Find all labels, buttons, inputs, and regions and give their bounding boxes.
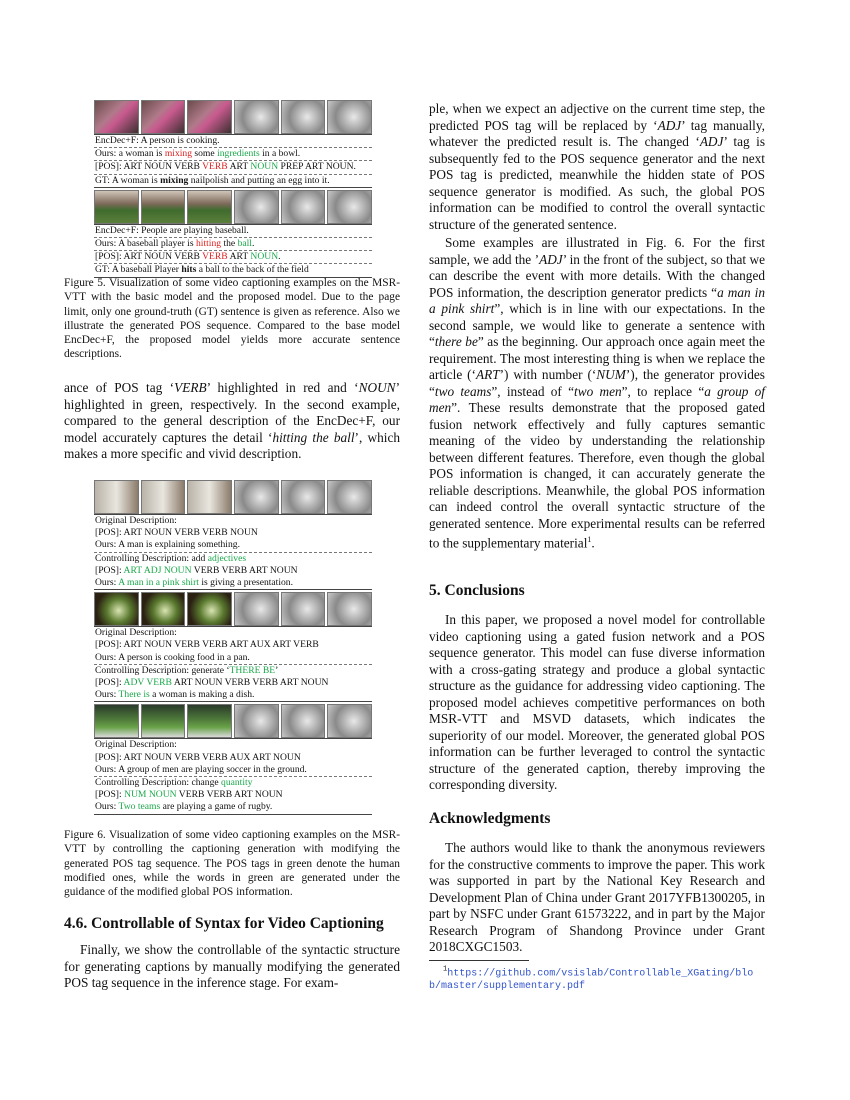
ours-caption: Ours: A man in a pink shirt is giving a presentation. <box>95 577 294 589</box>
pos-caption: [POS]: ART NOUN VERB VERB ART NOUN PREP ART NOUN. <box>94 160 372 173</box>
video-frame <box>187 704 232 738</box>
gt-caption: GT: A woman is mixing nailpolish and putting an egg into it. <box>94 174 372 187</box>
pos-caption: [POS]: NUM NOUN VERB VERB ART NOUN <box>95 789 283 801</box>
video-frames-baseball <box>94 187 372 224</box>
video-frame <box>141 190 186 224</box>
video-frame <box>141 592 186 626</box>
motion-frame <box>281 480 326 514</box>
video-frame <box>187 100 232 134</box>
section-heading: 5. Conclusions <box>429 582 525 599</box>
ours-caption: Ours: a woman is mixing some ingredients in a bowl. <box>94 147 372 160</box>
video-frames-cooking <box>94 100 372 134</box>
paragraph: The authors would like to thank the anonymous reviewers for the constructive comments to improve the paper. This work was supported in part by the National Key Research and Development Plan of China under Grant 2017YFB1300205, in part by NSFC under Grant 61573222, and in part by the Major Research Program of Shandong Province under Grant 2018CXGC1503. <box>429 840 765 954</box>
video-frame <box>94 480 139 514</box>
motion-frame <box>327 480 372 514</box>
original-description-label: Original Description: <box>94 738 372 751</box>
footnote-link[interactable]: https://github.com/vsislab/Controllable_XGating/blob/master/supplementary.pdf <box>429 968 754 993</box>
pos-caption: [POS]: ADV VERB ART NOUN VERB VERB ART NOUN <box>95 677 329 689</box>
figure-5-caption: Figure 5. Visualization of some video captioning examples on the MSR-VTT with the basic model and the proposed model. Due to the page limit, only one ground-truth (GT) sentence is given as reference. Also we illustrate the generated POS sequence. Compared to the base model EncDec+F, the proposed model yields more accurate sentence descriptions. <box>64 277 400 361</box>
motion-frame <box>234 190 279 224</box>
controlling-description: Controlling Description: add adjectives <box>94 552 372 565</box>
motion-frame <box>234 480 279 514</box>
section-heading: 4.6. Controllable of Syntax for Video Captioning <box>64 915 384 932</box>
motion-frame <box>234 704 279 738</box>
video-frame <box>94 592 139 626</box>
paragraph: In this paper, we proposed a novel model for controllable video captioning using a gated fusion network and a POS sequence generator. This model can fuse diverse information with a cross-gating strategy and produce a global syntactic structure as the guidance for addressing video captioning. The proposed model achieves competitive performances on both MSR-VTT and MSVD datasets, which indicates the superiority of our model. Moreover, the generated global POS information can be further leveraged to control the syntactic structure of the generated caption, thereby improving the corresponding diversity. <box>429 612 765 792</box>
ours-caption: Ours: A man is explaining something. <box>95 539 240 551</box>
motion-frame <box>281 100 326 134</box>
motion-frame <box>327 190 372 224</box>
video-frame <box>94 100 139 134</box>
video-frame <box>141 704 186 738</box>
footnote: $^1$https://github.com/vsislab/Controllable_XGating/blob/master/supplementary.pdf <box>429 966 754 993</box>
figure-6 <box>94 480 372 815</box>
paragraph: ple, when we expect an adjective on the current time step, the predicted POS tag will be replaced by ‘ADJ’ tag manually, whatever the predicted result is. The changed ‘ADJ’ tag is subsequently fed to the POS sequence generator and the next POS tag is predicted, meanwhile the hidden state of POS sequence generator is modified. As such, the global POS information can be modified to control the overall syntactic structure of the generated sentence. <box>429 101 765 232</box>
video-frame <box>187 592 232 626</box>
motion-frame <box>281 704 326 738</box>
pos-caption: [POS]: ART NOUN VERB VERB ART AUX ART VERB <box>95 639 319 651</box>
video-frame <box>94 190 139 224</box>
figure-5 <box>94 100 372 278</box>
motion-frame <box>327 100 372 134</box>
ours-caption: Ours: There is a woman is making a dish. <box>95 689 255 701</box>
video-frame <box>141 100 186 134</box>
figure-6-caption: Figure 6. Visualization of some video captioning examples on the MSR-VTT by controlling the captioning generation with modifying the generated POS tag sequence. The POS tags in green denote the human modified ones, while the words in green are generated under the guidance of the modified global POS information. <box>64 829 400 899</box>
pos-caption: [POS]: ART NOUN VERB VERB NOUN <box>95 527 258 539</box>
motion-frame <box>327 704 372 738</box>
section-heading: Acknowledgments <box>429 810 551 827</box>
paragraph: Some examples are illustrated in Fig. 6. For the first sample, we add the ’ADJ’ in the front of the subject, so that we can describe the event with more details. With the changed POS information, the description generator predicts “a man in a pink shirt”, which is in line with our expectations. In the second sample, we would like to generate a sentence with “there be” as the beginning. Our approach once again meet the requirement. The most interesting thing is when we replace the article (‘ART’) with number (‘NUM’), the generator provides “two teams”, instead of “two men”, to replace “a group of men”. These results demonstrate that the proposed gated fusion network effectively and fully captures semantic meaning of the video by understanding the relationship between different features. Therefore, even though the global POS information is changed, it can accurately generate the reliable descriptions. Meanwhile, the global POS information can indeed control the overall syntactic structure of the generated sentence. More experimental results can be referred to the supplementary material$^1$. <box>429 235 766 551</box>
pos-caption: [POS]: ART ADJ NOUN VERB VERB ART NOUN <box>95 564 298 576</box>
motion-frame <box>234 592 279 626</box>
video-frame <box>94 704 139 738</box>
video-frames-soccer <box>94 701 372 738</box>
ours-caption: Ours: A person is cooking food in a pan. <box>95 651 250 663</box>
encdec-caption: EncDec+F: People are playing baseball. <box>94 224 372 237</box>
controlling-description: Controlling Description: generate ‘THERE BE’ <box>94 664 372 677</box>
controlling-description: Controlling Description: change quantity <box>94 776 372 789</box>
video-frames-presentation <box>94 480 372 514</box>
ours-caption: Ours: A baseball player is hitting the ball. <box>94 237 372 250</box>
motion-frame <box>281 592 326 626</box>
paragraph: Finally, we show the controllable of the syntactic structure for generating captions by manually modifying the generated POS tag sequence in the inference stage. For exam- <box>64 942 400 990</box>
motion-frame <box>234 100 279 134</box>
footnote-rule <box>429 960 529 961</box>
encdec-caption: EncDec+F: A person is cooking. <box>94 134 372 147</box>
original-description-label: Original Description: <box>94 626 372 639</box>
paragraph: ance of POS tag ‘VERB’ highlighted in red and ‘NOUN’ highlighted in green, respectively. In the second example, compared to the general description of the EncDec+F, our model accurately captures the detail ‘hitting the ball’, which makes a more specific and vivid description. <box>64 380 400 461</box>
video-frame <box>187 480 232 514</box>
gt-caption: GT: A baseball Player hits a ball to the back of the field <box>94 263 372 277</box>
ours-caption: Ours: Two teams are playing a game of rugby. <box>94 801 372 814</box>
motion-frame <box>327 592 372 626</box>
video-frame <box>187 190 232 224</box>
pos-caption: [POS]: ART NOUN VERB VERB ART NOUN. <box>94 250 372 263</box>
pos-caption: [POS]: ART NOUN VERB VERB AUX ART NOUN <box>95 751 301 763</box>
video-frame <box>141 480 186 514</box>
original-description-label: Original Description: <box>94 514 372 527</box>
motion-frame <box>281 190 326 224</box>
video-frames-cooking-dish <box>94 589 372 626</box>
ours-caption: Ours: A group of men are playing soccer in the ground. <box>95 763 307 775</box>
